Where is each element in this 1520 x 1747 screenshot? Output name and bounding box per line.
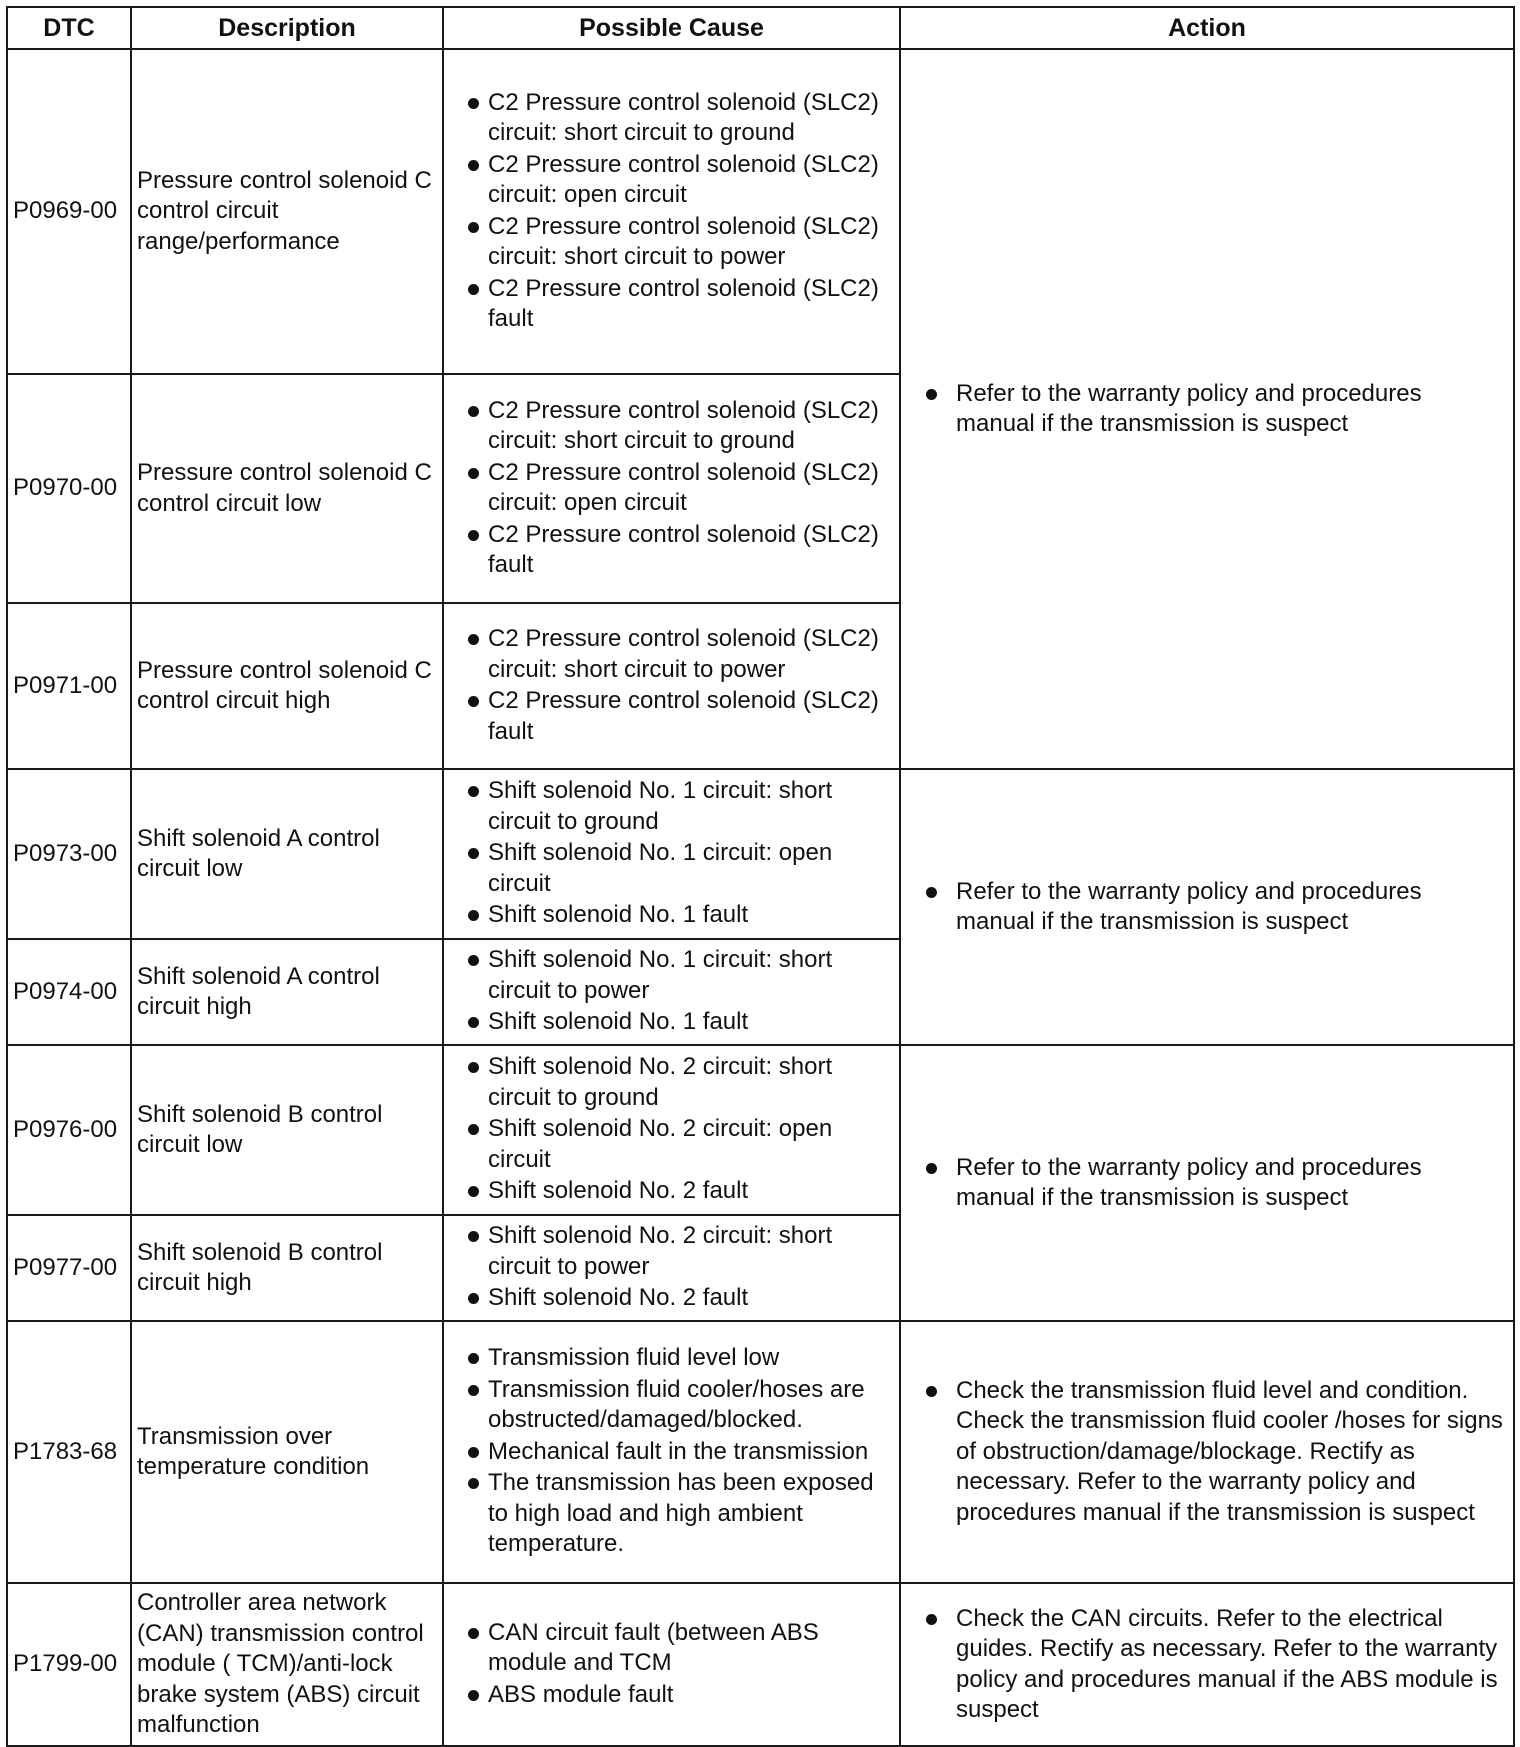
dtc-document bbox=[6, 6, 1513, 1747]
cause-item: The transmission has been exposed to high load and high ambient temperature. bbox=[444, 1468, 895, 1560]
action-cell bbox=[900, 49, 1514, 769]
cause-item: C2 Pressure control solenoid (SLC2) circuit: short circuit to power bbox=[444, 212, 895, 273]
possible-cause-cell bbox=[443, 1321, 900, 1583]
dtc-code: P0969-00 bbox=[7, 49, 131, 374]
cause-item: Transmission fluid level low bbox=[444, 1343, 895, 1374]
cause-item: C2 Pressure control solenoid (SLC2) circuit: short circuit to ground bbox=[444, 396, 895, 457]
cause-item: Shift solenoid No. 2 circuit: open circuit bbox=[444, 1114, 895, 1175]
table-header-row bbox=[7, 7, 1514, 49]
dtc-description: Shift solenoid B control circuit low bbox=[131, 1045, 443, 1215]
dtc-code: P0974-00 bbox=[7, 939, 131, 1045]
dtc-description: Shift solenoid A control circuit high bbox=[131, 939, 443, 1045]
cause-item: C2 Pressure control solenoid (SLC2) fault bbox=[444, 686, 895, 747]
header-description: Description bbox=[131, 7, 443, 49]
table-row bbox=[7, 769, 1514, 939]
cause-item: C2 Pressure control solenoid (SLC2) fault bbox=[444, 274, 895, 335]
action-item: Refer to the warranty policy and procedures manual if the transmission is suspect bbox=[901, 877, 1505, 938]
possible-cause-cell bbox=[443, 939, 900, 1045]
dtc-description: Shift solenoid B control circuit high bbox=[131, 1215, 443, 1321]
cause-item: Shift solenoid No. 2 fault bbox=[444, 1176, 895, 1207]
cause-item: C2 Pressure control solenoid (SLC2) circuit: short circuit to power bbox=[444, 624, 895, 685]
dtc-code: P0971-00 bbox=[7, 603, 131, 769]
possible-cause-cell bbox=[443, 49, 900, 374]
dtc-table bbox=[6, 6, 1515, 1747]
cause-item: C2 Pressure control solenoid (SLC2) fault bbox=[444, 520, 895, 581]
cause-item: Shift solenoid No. 2 circuit: short circuit to power bbox=[444, 1221, 895, 1282]
cause-item: Shift solenoid No. 1 circuit: short circuit to ground bbox=[444, 776, 895, 837]
dtc-description: Pressure control solenoid C control circuit high bbox=[131, 603, 443, 769]
cause-item: Shift solenoid No. 1 fault bbox=[444, 1007, 895, 1038]
table-row bbox=[7, 49, 1514, 374]
dtc-description: Transmission over temperature condition bbox=[131, 1321, 443, 1583]
possible-cause-cell bbox=[443, 1045, 900, 1215]
cause-item: Shift solenoid No. 2 circuit: short circuit to ground bbox=[444, 1052, 895, 1113]
header-dtc: DTC bbox=[7, 7, 131, 49]
dtc-code: P0970-00 bbox=[7, 374, 131, 603]
possible-cause-cell bbox=[443, 1215, 900, 1321]
action-item: Check the transmission fluid level and condition. Check the transmission fluid cooler /hoses for signs of obstruction/damage/blockage. Rectify as necessary. Refer to the warranty policy and procedures manual if the transmission is suspect bbox=[901, 1376, 1505, 1529]
cause-item: Transmission fluid cooler/hoses are obstructed/damaged/blocked. bbox=[444, 1375, 895, 1436]
possible-cause-cell bbox=[443, 769, 900, 939]
cause-item: C2 Pressure control solenoid (SLC2) circuit: open circuit bbox=[444, 150, 895, 211]
dtc-description: Pressure control solenoid C control circuit range/performance bbox=[131, 49, 443, 374]
dtc-code: P0976-00 bbox=[7, 1045, 131, 1215]
cause-item: Shift solenoid No. 1 fault bbox=[444, 900, 895, 931]
cause-item: C2 Pressure control solenoid (SLC2) circuit: open circuit bbox=[444, 458, 895, 519]
action-item: Refer to the warranty policy and procedures manual if the transmission is suspect bbox=[901, 1153, 1505, 1214]
dtc-code: P0973-00 bbox=[7, 769, 131, 939]
table-row bbox=[7, 1321, 1514, 1583]
cause-item: CAN circuit fault (between ABS module and TCM bbox=[444, 1618, 895, 1679]
dtc-description: Shift solenoid A control circuit low bbox=[131, 769, 443, 939]
action-cell bbox=[900, 1045, 1514, 1321]
cause-item: Shift solenoid No. 2 fault bbox=[444, 1283, 895, 1314]
cause-item: Shift solenoid No. 1 circuit: short circuit to power bbox=[444, 945, 895, 1006]
cause-item: C2 Pressure control solenoid (SLC2) circuit: short circuit to ground bbox=[444, 88, 895, 149]
possible-cause-cell bbox=[443, 1583, 900, 1746]
dtc-code: P1783-68 bbox=[7, 1321, 131, 1583]
action-cell bbox=[900, 1321, 1514, 1583]
header-possible-cause: Possible Cause bbox=[443, 7, 900, 49]
cause-item: Mechanical fault in the transmission bbox=[444, 1437, 895, 1468]
action-item: Check the CAN circuits. Refer to the electrical guides. Rectify as necessary. Refer to the warranty policy and procedures manual if the ABS module is suspect bbox=[901, 1604, 1505, 1726]
cause-item: Shift solenoid No. 1 circuit: open circuit bbox=[444, 838, 895, 899]
dtc-description: Pressure control solenoid C control circuit low bbox=[131, 374, 443, 603]
cause-item: ABS module fault bbox=[444, 1680, 895, 1711]
table-row bbox=[7, 1045, 1514, 1215]
dtc-code: P1799-00 bbox=[7, 1583, 131, 1746]
action-cell bbox=[900, 769, 1514, 1045]
possible-cause-cell bbox=[443, 603, 900, 769]
header-action: Action bbox=[900, 7, 1514, 49]
dtc-code: P0977-00 bbox=[7, 1215, 131, 1321]
action-item: Refer to the warranty policy and procedures manual if the transmission is suspect bbox=[901, 379, 1505, 440]
table-row bbox=[7, 1583, 1514, 1746]
possible-cause-cell bbox=[443, 374, 900, 603]
action-cell bbox=[900, 1583, 1514, 1746]
dtc-description: Controller area network (CAN) transmission control module ( TCM)/anti-lock brake system (ABS) circuit malfunction bbox=[131, 1583, 443, 1746]
